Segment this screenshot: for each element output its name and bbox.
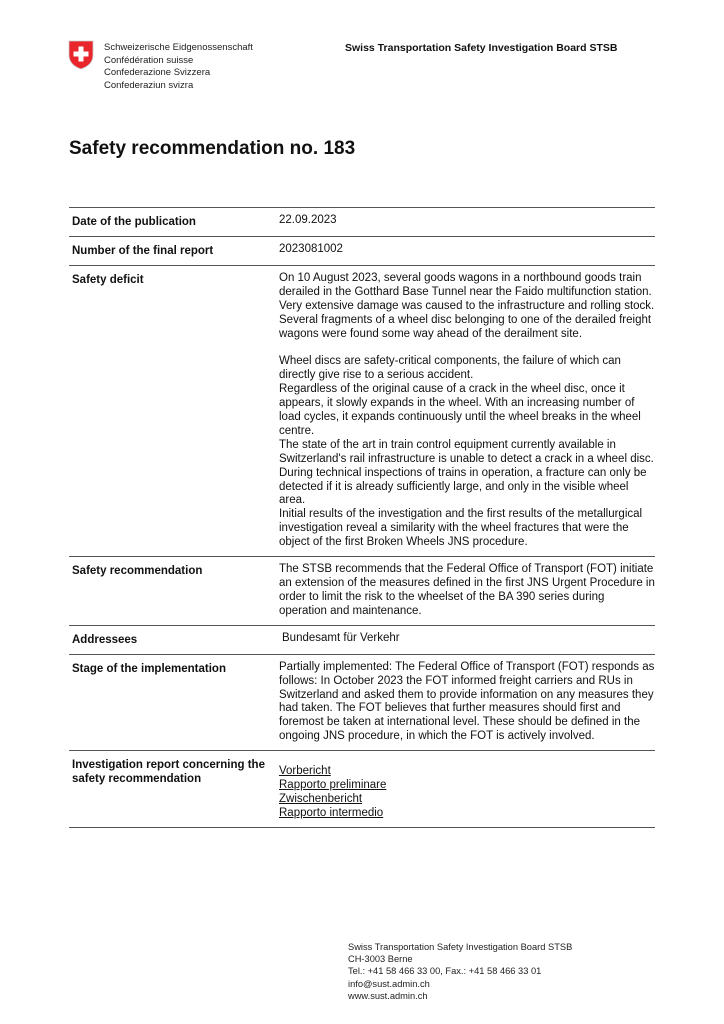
link-vorbericht[interactable]: Vorbericht [279,765,331,778]
final-report-number-label: Number of the final report [72,245,214,257]
investigation-report-label: Investigation report concerning the safety recommendation [72,759,265,786]
row-safety-recommendation [69,557,655,626]
safety-deficit-paragraph: Regardless of the original cause of a crack in the wheel disc, once it appears, it slowly expands in the wheel. With an increasing number of load cycles, it expands continuously until the wheel breaks in the wheel centre. [279,383,641,437]
agency-name: Swiss Transportation Safety Investigation Board STSB [345,42,618,54]
confederation-line-de: Schweizerische Eidgenossenschaft [104,42,253,53]
confederation-line-fr: Confédération suisse [104,54,194,66]
safety-deficit-text [279,266,655,556]
footer-address: CH-3003 Berne [348,954,413,965]
link-rapporto-preliminare[interactable]: Rapporto preliminare [279,779,387,792]
implementation-stage-text: Partially implemented: The Federal Office of Transport (FOT) responds as follows: In October 2023 the FOT informed freight carriers and RUs in Switzerland and asked them to provide information on any measures they had taken. The FOT believes that further measures should first and foremost be taken at international level. These should be defined in the ongoing JNS procedure, in which the FOT is actively involved. [279,660,655,743]
safety-recommendation-text: The STSB recommends that the Federal Office of Transport (FOT) initiate an extension of the measures defined in the first JNS Urgent Procedure in order to limit the risk to the wheelset of the BA 390 series during operation and maintenance. [279,563,655,617]
recommendation-table [69,207,655,828]
row-safety-deficit [69,266,655,557]
row-final-report-number [69,237,655,266]
page-header [68,40,668,96]
safety-recommendation-label: Safety recommendation [72,565,203,578]
row-addressees [69,626,655,655]
link-zwischenbericht[interactable]: Zwischenbericht [279,793,363,806]
implementation-stage-label: Stage of the implementation [72,662,226,675]
safety-deficit-paragraph: The state of the art in train control equipment currently available in Switzerland's rail infrastructure is unable to detect a crack in a wheel disc. During technical inspections of trains in operation, a fracture can only be detected if it is already sufficiently large, and only in the visible wheel area. [279,438,654,507]
link-rapporto-intermedio[interactable]: Rapporto intermedio [279,807,384,820]
addressees-value: Bundesamt für Verkehr [282,631,400,644]
footer-email: info@sust.admin.ch [348,978,430,989]
footer-contact [348,941,572,1002]
publication-date-value: 22.09.2023 [279,214,337,226]
publication-date-label: Date of the publication [72,216,196,228]
safety-deficit-paragraph: Initial results of the investigation and the first results of the metallurgical investigation reveal a similarity with the wheel fractures that were the object of the first Broken Wheels JNS procedure. [279,508,643,549]
page-title: Safety recommendation no. 183 [69,138,356,159]
row-publication-date [69,208,655,237]
footer-phone-fax: Tel.: +41 58 466 33 00, Fax.: +41 58 466 33 01 [348,966,542,977]
confederation-line-it: Confederazione Svizzera [104,67,211,79]
safety-deficit-label: Safety deficit [72,274,144,286]
footer-website: www.sust.admin.ch [348,990,428,1001]
safety-deficit-paragraph: Wheel discs are safety-critical components, the failure of which can directly give rise to a serious accident. [279,355,621,382]
addressees-label: Addressees [72,633,138,646]
swiss-coat-of-arms-icon [68,40,94,70]
confederation-line-rm: Confederaziun svizra [104,79,194,91]
row-investigation-reports [69,751,655,828]
safety-deficit-paragraph: On 10 August 2023, several goods wagons in a northbound goods train derailed in the Gotthard Base Tunnel near the Faido multifunction station. Very extensive damage was caused to the infrastructure and rolling stock. Several fragments of a wheel disc belonging to one of the derailed freight wagons were found some way ahead of the derailment site. [279,272,655,340]
investigation-report-links [279,751,655,827]
final-report-number-value: 2023081002 [279,243,343,255]
footer-agency: Swiss Transportation Safety Investigation Board STSB [348,942,573,952]
confederation-names [104,42,253,92]
row-implementation-stage [69,655,655,751]
